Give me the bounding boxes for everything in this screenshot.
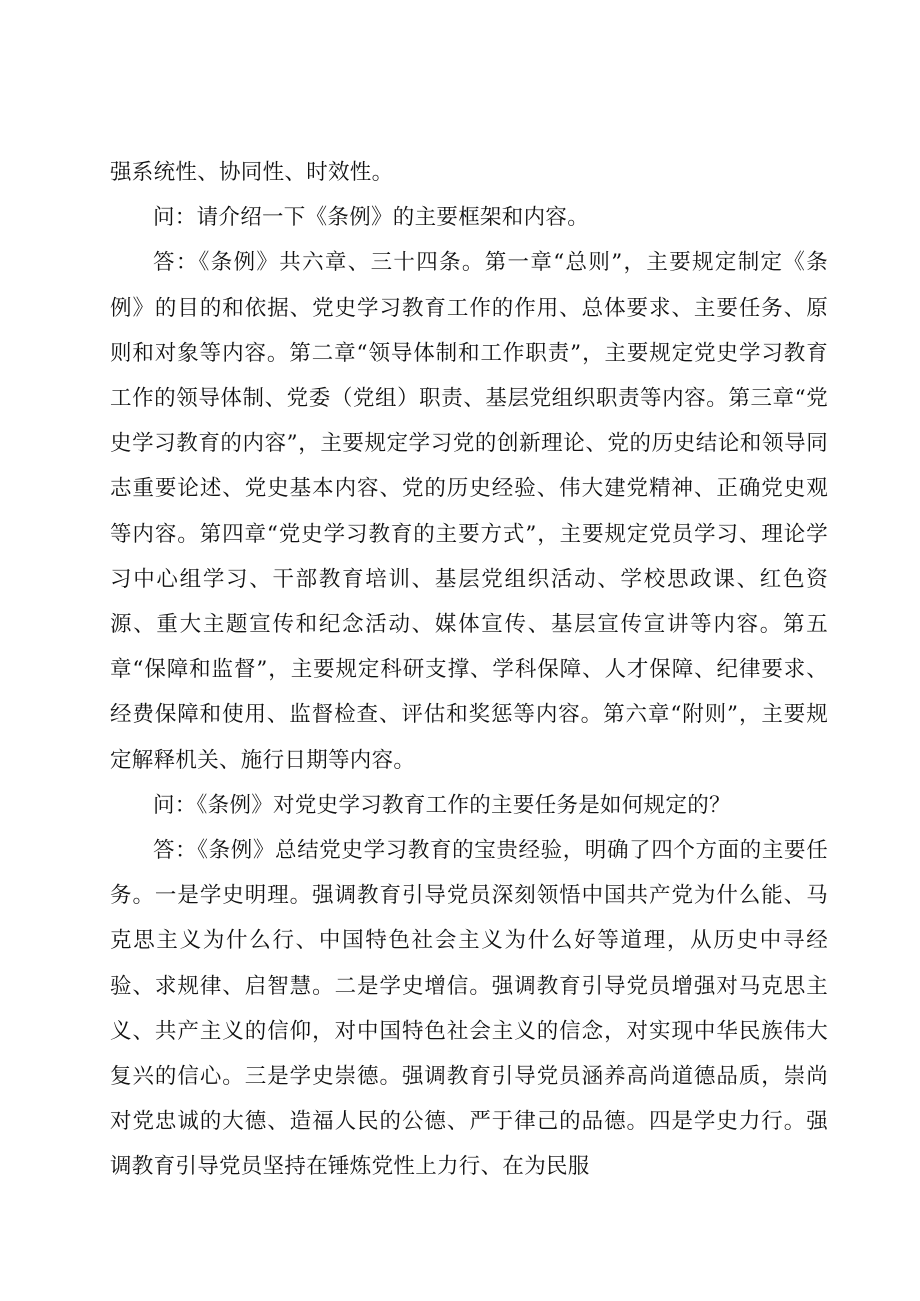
paragraph-continuation: 强系统性、协同性、时效性。: [110, 160, 394, 185]
paragraph-answer-framework: 答：《条例》共六章、三十四条。第一章“总则”，主要规定制定《条例》的目的和依据、党史学习教育工作的作用、总体要求、主要任务、原则和对象等内容。第二章“领导体制和工作职责”，主要规定党史学习教育工作的领导体制、党委（党组）职责、基层党组织职责等内容。第三章“党史学习教育的内容”，主要规定学习党的创新理论、党的历史结论和领导同志重要论述、党史基本内容、党的历史经验、伟大建党精神、正确党史观等内容。第四章“党史学习教育的主要方式”，主要规定党员学习、理论学习中心组学习、干部教育培训、基层党组织活动、学校思政课、红色资源、重大主题宣传和纪念活动、媒体宣传、基层宣传宣讲等内容。第五章“保障和监督”，主要规定科研支撑、学科保障、人才保障、纪律要求、经费保障和使用、监督检查、评估和奖惩等内容。第六章“附则”，主要规定解释机关、施行日期等内容。: [110, 250, 828, 773]
paragraph-answer-tasks: 答：《条例》总结党史学习教育的宝贵经验，明确了四个方面的主要任务。一是学史明理。强调教育引导党员深刻领悟中国共产党为什么能、马克思主义为什么行、中国特色社会主义为什么好等道理，从历史中寻经验、求规律、启智慧。二是学史增信。强调教育引导党员增强对马克思主义、共产主义的信仰，对中国特色社会主义的信念，对实现中华民族伟大复兴的信心。三是学史崇德。强调教育引导党员涵养高尚道德品质，崇尚对党忠诚的大德、造福人民的公德、严于律己的品德。四是学史力行。强调教育引导党员坚持在锤炼党性上力行、在为民服: [110, 838, 828, 1180]
paragraph-question-tasks: 问：《条例》对党史学习教育工作的主要任务是如何规定的？: [153, 792, 731, 818]
document-page: [110, 150, 828, 1190]
paragraph-question-framework: 问：请介绍一下《条例》的主要框架和内容。: [153, 205, 590, 231]
